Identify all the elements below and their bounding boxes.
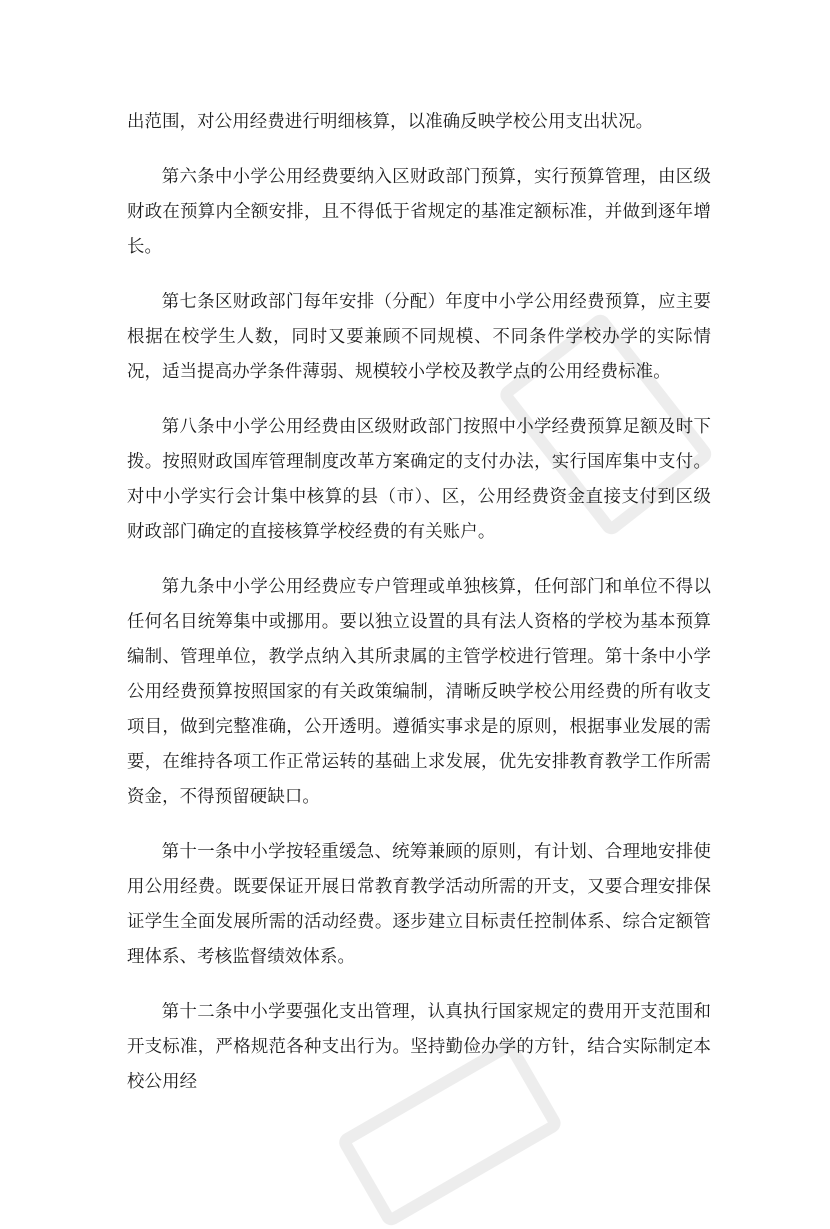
paragraph-article-9: 第九条中小学公用经费应专户管理或单独核算，任何部门和单位不得以任何名目统筹集中或挪用。要以独立设置的具有法人资格的学校为基本预算编制、管理单位，教学点纳入其所隶属的主管学校进行管理。第十条中小学公用经费预算按照国家的有关政策编制，清晰反映学校公用经费的所有收支项目，做到完整准确，公开透明。遵循实事求是的原则，根据事业发展的需要，在维持各项工作正常运转的基础上求发展，优先安排教育教学工作所需资金，不得预留硬缺口。 — [127, 577, 711, 807]
paragraph-article-7: 第七条区财政部门每年安排（分配）年度中小学公用经费预算，应主要根据在校学生人数，同时又要兼顾不同规模、不同条件学校办学的实际情况，适当提高办学条件薄弱、规模较小学校及教学点的公用经费标准。 — [127, 292, 711, 382]
paragraph-article-12: 第十二条中小学要强化支出管理，认真执行国家规定的费用开支范围和开支标准，严格规范各种支出行为。坚持勤俭办学的方针，结合实际制定本校公用经 — [127, 1002, 711, 1092]
paragraph-article-6: 第六条中小学公用经费要纳入区财政部门预算，实行预算管理，由区级财政在预算内全额安排，且不得低于省规定的基准定额标准，并做到逐年增长。 — [127, 167, 711, 257]
paragraph-article-8: 第八条中小学公用经费由区级财政部门按照中小学经费预算足额及时下拨。按照财政国库管理制度改革方案确定的支付办法，实行国库集中支付。对中小学实行会计集中核算的县（市）、区，公用经费资金直接支付到区级财政部门确定的直接核算学校经费的有关账户。 — [127, 417, 711, 542]
paragraph-article-11: 第十一条中小学按轻重缓急、统筹兼顾的原则，有计划、合理地安排使用公用经费。既要保证开展日常教育教学活动所需的开支，又要合理安排保证学生全面发展所需的活动经费。逐步建立目标责任控制体系、综合定额管理体系、考核监督绩效体系。 — [127, 842, 711, 967]
document-body — [127, 105, 711, 1120]
paragraph: 出范围，对公用经费进行明细核算，以准确反映学校公用支出状况。 — [127, 112, 654, 132]
